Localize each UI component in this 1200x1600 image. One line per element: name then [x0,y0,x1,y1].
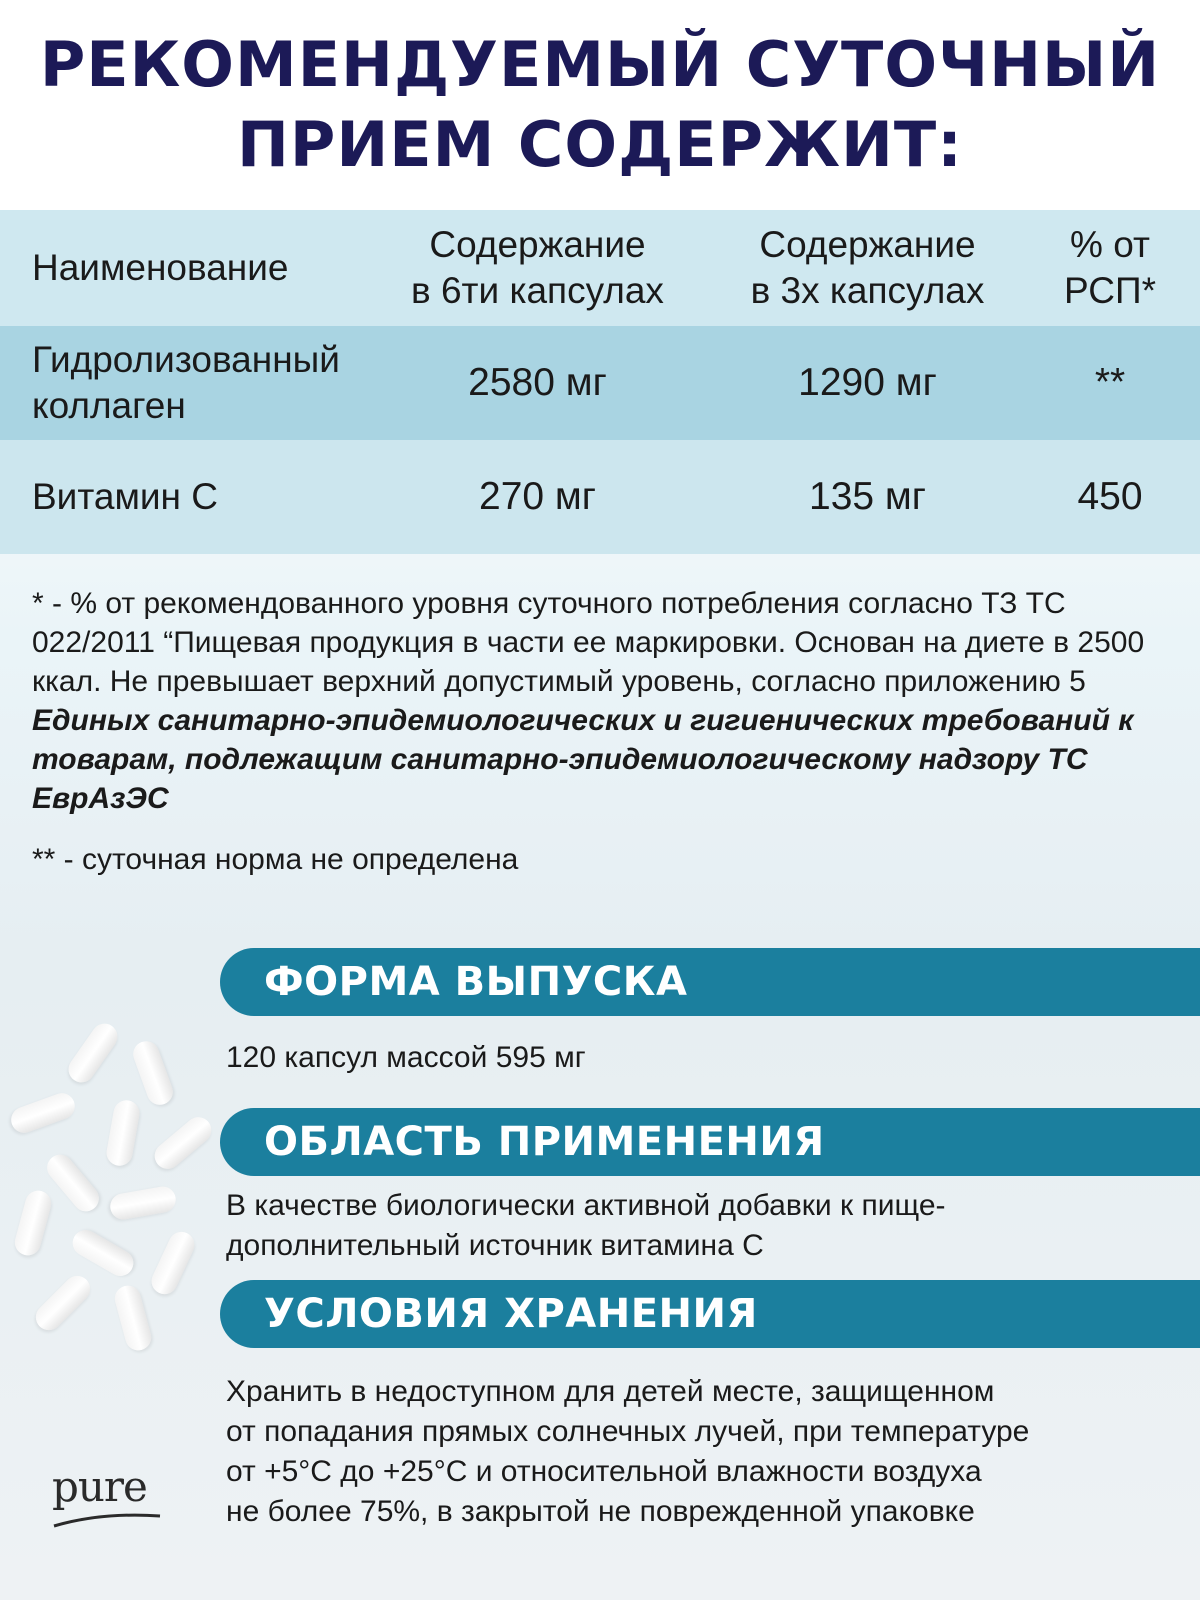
row-name: Витамин С [32,476,218,517]
capsule-image [42,1149,104,1216]
row-six-value: 270 мг [479,475,596,518]
table-header-row [0,210,1200,326]
row-three-value: 135 мг [809,475,926,518]
section-storage-title: УСЛОВИЯ ХРАНЕНИЯ [264,1291,758,1337]
header-name: Наименование [32,247,289,288]
capsule-image [108,1184,178,1221]
footnote-2: ** - суточная норма не определена [32,843,519,876]
capsule-image [112,1283,154,1353]
capsules-decoration [0,1000,220,1360]
section-form-title: ФОРМА ВЫПУСКА [264,959,688,1005]
brand-logo: pure [52,1462,147,1511]
row-name: Гидролизованный коллаген [32,339,340,426]
footnote-1: * - % от рекомендованного уровня суточного потребления согласно ТЗ ТС 022/2011 “Пищевая продукция в части ее маркировки. Основан на диете в 2500 ккал. Не превышает верхний допустимый уровень, согласно приложению 5 Единых санитарно-эпидемиологических и гигиенических требований к товарам, подлежащим санитарно-эпидемиологическому надзору ТС ЕврАзЭС [32,587,1145,815]
section-usage-bar [220,1108,1200,1176]
capsule-image [129,1038,176,1109]
capsule-image [12,1188,54,1258]
section-storage-text: Хранить в недоступном для детей месте, защищенном от попадания прямых солнечных лучей, при температуре от +5°С до +25°С и относительной влажности воздуха не более 75%, в закрытой не поврежденной упаковке [226,1375,1030,1528]
capsule-image [149,1112,216,1174]
capsule-image [147,1228,198,1299]
row-percent-value: ** [1094,361,1126,404]
capsule-image [104,1098,141,1168]
section-usage-text: В качестве биологически активной добавки к пище- дополнительный источник витамина С [226,1189,946,1262]
section-usage-title: ОБЛАСТЬ ПРИМЕНЕНИЯ [264,1119,825,1165]
capsule-image [30,1270,95,1335]
capsule-image [68,1225,138,1281]
header-six-capsules: Содержание в 6ти капсулах [411,224,664,311]
table-row [0,326,1200,440]
footnotes [32,584,1182,879]
page-title-line2: ПРИЕМ СОДЕРЖИТ: [237,108,963,181]
section-form-text: 120 капсул массой 595 мг [226,1041,586,1074]
header-three-capsules: Содержание в 3х капсулах [750,224,985,311]
header [0,0,1200,210]
header-percent: % от РСП* [1064,224,1156,311]
footnote-1-bold: Единых санитарно-эпидемиологических и гигиенических требований к товарам, подлежащим санитарно-эпидемиологическому надзору ТС ЕврАзЭС [32,704,1134,815]
row-percent-value: 450 [1077,475,1143,518]
logo-swoosh-icon [52,1510,162,1530]
capsule-image [8,1089,79,1136]
page-title-line1: РЕКОМЕНДУЕМЫЙ СУТОЧНЫЙ [39,28,1161,101]
section-form-bar [220,948,1200,1016]
nutrition-table [0,210,1200,554]
row-six-value: 2580 мг [468,361,607,404]
table-row [0,440,1200,554]
section-storage-bar [220,1280,1200,1348]
row-three-value: 1290 мг [798,361,937,404]
capsule-image [63,1019,122,1088]
